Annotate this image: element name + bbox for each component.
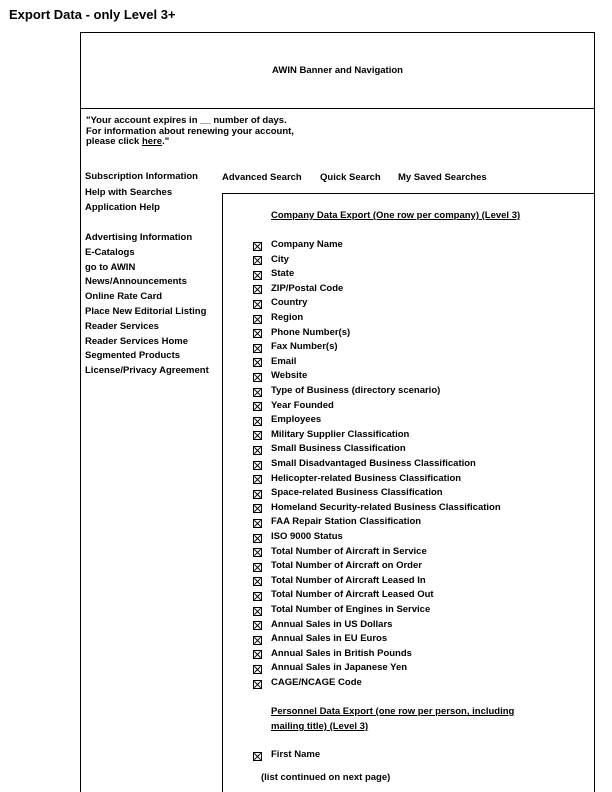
- field-label-state: State: [271, 268, 295, 280]
- field-row-website: [253, 370, 308, 383]
- field-row-space-related-business-classification: [253, 487, 443, 500]
- sidebar-item-news-announcements[interactable]: News/Announcements: [85, 276, 187, 288]
- banner-navigation: [81, 33, 594, 109]
- field-row-year-founded: [253, 399, 334, 413]
- field-label-small-disadvantaged-business-classification: Small Disadvantaged Business Classification: [271, 458, 476, 469]
- field-checkbox-homeland-security-related-business-classification[interactable]: [253, 504, 262, 513]
- field-checkbox-website[interactable]: [253, 373, 262, 382]
- sidebar-item-subscription-information[interactable]: Subscription Information: [85, 171, 198, 182]
- field-checkbox-annual-sales-in-us-dollars[interactable]: [253, 621, 262, 630]
- sidebar-item-online-rate-card[interactable]: Online Rate Card: [85, 291, 163, 303]
- notice-line-3: [86, 137, 294, 148]
- field-label-employees: Employees: [271, 414, 322, 426]
- field-label-military-supplier-classification: Military Supplier Classification: [271, 428, 410, 440]
- field-label-first-name: First Name: [271, 749, 321, 760]
- notice-line-3-suffix: .": [162, 136, 170, 147]
- field-row-small-disadvantaged-business-classification: [253, 458, 476, 471]
- field-label-annual-sales-in-british-pounds: Annual Sales in British Pounds: [271, 647, 412, 659]
- personnel-export-heading: [271, 704, 561, 734]
- field-label-total-number-of-aircraft-on-order: Total Number of Aircraft on Order: [271, 560, 422, 572]
- field-checkbox-annual-sales-in-japanese-yen[interactable]: [253, 665, 262, 674]
- field-checkbox-small-business-classification[interactable]: [253, 446, 262, 455]
- field-label-annual-sales-in-japanese-yen: Annual Sales in Japanese Yen: [271, 662, 408, 674]
- sidebar-item-help-with-searches[interactable]: Help with Searches: [85, 186, 173, 198]
- field-checkbox-region[interactable]: [253, 315, 262, 324]
- field-checkbox-fax-number-s[interactable]: [253, 344, 262, 353]
- field-label-total-number-of-aircraft-in-service: Total Number of Aircraft in Service: [271, 545, 427, 557]
- field-row-helicopter-related-business-classification: [253, 472, 462, 486]
- field-row-phone-number-s: [253, 326, 351, 340]
- sidebar-item-e-catalogs[interactable]: E-Catalogs: [85, 246, 135, 258]
- field-row-military-supplier-classification: [253, 428, 410, 442]
- field-row-total-number-of-aircraft-on-order: [253, 560, 422, 573]
- tab-quick-search[interactable]: Quick Search: [320, 172, 381, 183]
- field-checkbox-total-number-of-aircraft-in-service[interactable]: [253, 548, 262, 557]
- field-label-faa-repair-station-classification: FAA Repair Station Classification: [271, 516, 422, 528]
- field-checkbox-phone-number-s[interactable]: [253, 329, 262, 338]
- field-checkbox-military-supplier-classification[interactable]: [253, 431, 262, 440]
- field-checkbox-small-disadvantaged-business-classification[interactable]: [253, 461, 262, 470]
- field-checkbox-space-related-business-classification[interactable]: [253, 490, 262, 499]
- field-label-total-number-of-engines-in-service: Total Number of Engines in Service: [271, 604, 431, 615]
- field-row-total-number-of-aircraft-leased-out: [253, 589, 434, 602]
- field-label-email: Email: [271, 355, 297, 367]
- account-expiry-notice: [86, 116, 294, 148]
- field-checkbox-helicopter-related-business-classification[interactable]: [253, 475, 262, 484]
- company-export-heading: Company Data Export (One row per company) (Level 3): [271, 210, 521, 221]
- field-label-region: Region: [271, 312, 304, 323]
- field-row-region: [253, 312, 304, 325]
- field-label-small-business-classification: Small Business Classification: [271, 443, 406, 455]
- sidebar-item-advertising-information[interactable]: Advertising Information: [85, 232, 193, 243]
- sidebar-item-segmented-products[interactable]: Segmented Products: [85, 350, 181, 362]
- field-row-homeland-security-related-business-classification: [253, 501, 501, 515]
- field-label-annual-sales-in-eu-euros: Annual Sales in EU Euros: [271, 633, 388, 645]
- tab-advanced-search[interactable]: Advanced Search: [222, 172, 302, 183]
- field-label-total-number-of-aircraft-leased-out: Total Number of Aircraft Leased Out: [271, 589, 434, 601]
- personnel-heading-line-2: mailing title) (Level 3): [271, 721, 369, 732]
- field-checkbox-cage-ncage-code[interactable]: [253, 680, 262, 689]
- field-row-type-of-business-directory-scenario: [253, 385, 441, 398]
- field-checkbox-state[interactable]: [253, 271, 262, 280]
- field-label-company-name: Company Name: [271, 239, 343, 250]
- field-checkbox-first-name[interactable]: [253, 752, 262, 761]
- sidebar-item-go-to-awin[interactable]: go to AWIN: [85, 261, 136, 273]
- field-checkbox-total-number-of-aircraft-leased-in[interactable]: [253, 577, 262, 586]
- field-checkbox-type-of-business-directory-scenario[interactable]: [253, 388, 262, 397]
- field-row-small-business-classification: [253, 443, 406, 456]
- field-row-annual-sales-in-eu-euros: [253, 633, 388, 646]
- field-label-city: City: [271, 253, 289, 265]
- field-checkbox-zip-postal-code[interactable]: [253, 285, 262, 294]
- field-label-annual-sales-in-us-dollars: Annual Sales in US Dollars: [271, 618, 393, 630]
- field-row-company-name: [253, 239, 343, 252]
- field-label-zip-postal-code: ZIP/Postal Code: [271, 282, 344, 294]
- field-row-first-name: [253, 749, 321, 762]
- sidebar-item-application-help[interactable]: Application Help: [85, 202, 160, 213]
- field-checkbox-city[interactable]: [253, 256, 262, 265]
- field-label-homeland-security-related-business-classification: Homeland Security-related Business Classification: [271, 501, 501, 513]
- field-row-zip-postal-code: [253, 282, 344, 296]
- field-label-website: Website: [271, 370, 308, 382]
- field-row-annual-sales-in-us-dollars: [253, 618, 393, 632]
- field-label-fax-number-s: Fax Number(s): [271, 341, 338, 353]
- field-label-type-of-business-directory-scenario: Type of Business (directory scenario): [271, 385, 441, 396]
- field-checkbox-year-founded[interactable]: [253, 402, 262, 411]
- field-checkbox-email[interactable]: [253, 358, 262, 367]
- page-title: Export Data - only Level 3+: [9, 7, 176, 22]
- field-row-total-number-of-aircraft-in-service: [253, 545, 427, 559]
- field-label-iso-9000-status: ISO 9000 Status: [271, 531, 343, 542]
- field-checkbox-employees[interactable]: [253, 417, 262, 426]
- field-checkbox-annual-sales-in-eu-euros[interactable]: [253, 636, 262, 645]
- field-row-state: [253, 268, 295, 281]
- field-row-city: [253, 253, 289, 267]
- field-checkbox-faa-repair-station-classification[interactable]: [253, 519, 262, 528]
- field-checkbox-annual-sales-in-british-pounds[interactable]: [253, 650, 262, 659]
- personnel-heading-line-1: Personnel Data Export (one row per person, including: [271, 706, 515, 717]
- field-row-iso-9000-status: [253, 531, 343, 544]
- field-label-cage-ncage-code: CAGE/NCAGE Code: [271, 677, 362, 688]
- field-row-country: [253, 297, 308, 310]
- field-checkbox-total-number-of-engines-in-service[interactable]: [253, 607, 262, 616]
- sidebar-item-license-privacy-agreement[interactable]: License/Privacy Agreement: [85, 365, 209, 377]
- notice-line-3-prefix: please click: [86, 136, 142, 147]
- sidebar-item-reader-services-home[interactable]: Reader Services Home: [85, 335, 188, 347]
- banner-label: AWIN Banner and Navigation: [272, 65, 403, 76]
- field-checkbox-iso-9000-status[interactable]: [253, 534, 262, 543]
- field-checkbox-total-number-of-aircraft-on-order[interactable]: [253, 563, 262, 572]
- sidebar-item-reader-services[interactable]: Reader Services: [85, 320, 159, 332]
- field-row-total-number-of-aircraft-leased-in: [253, 574, 426, 588]
- field-label-space-related-business-classification: Space-related Business Classification: [271, 487, 443, 499]
- field-row-employees: [253, 414, 322, 427]
- field-label-year-founded: Year Founded: [271, 399, 334, 411]
- field-row-faa-repair-station-classification: [253, 516, 422, 529]
- field-row-email: [253, 355, 297, 369]
- field-label-phone-number-s: Phone Number(s): [271, 326, 351, 338]
- field-row-annual-sales-in-japanese-yen: [253, 662, 408, 675]
- field-checkbox-country[interactable]: [253, 300, 262, 309]
- sidebar-item-place-new-editorial-listing[interactable]: Place New Editorial Listing: [85, 306, 207, 317]
- field-row-fax-number-s: [253, 341, 338, 354]
- field-label-helicopter-related-business-classification: Helicopter-related Business Classification: [271, 472, 462, 484]
- tab-my-saved-searches[interactable]: My Saved Searches: [398, 172, 487, 183]
- field-row-total-number-of-engines-in-service: [253, 604, 431, 617]
- field-label-total-number-of-aircraft-leased-in: Total Number of Aircraft Leased In: [271, 574, 426, 586]
- field-label-country: Country: [271, 297, 308, 309]
- field-row-cage-ncage-code: [253, 677, 362, 690]
- field-row-annual-sales-in-british-pounds: [253, 647, 412, 661]
- field-checkbox-total-number-of-aircraft-leased-out[interactable]: [253, 592, 262, 601]
- notice-line-2: For information about renewing your account,: [86, 125, 294, 137]
- renew-account-link[interactable]: here: [141, 136, 163, 147]
- continued-note: (list continued on next page): [261, 772, 391, 783]
- field-checkbox-company-name[interactable]: [253, 242, 262, 251]
- notice-line-1: "Your account expires in __ number of days.: [86, 115, 287, 126]
